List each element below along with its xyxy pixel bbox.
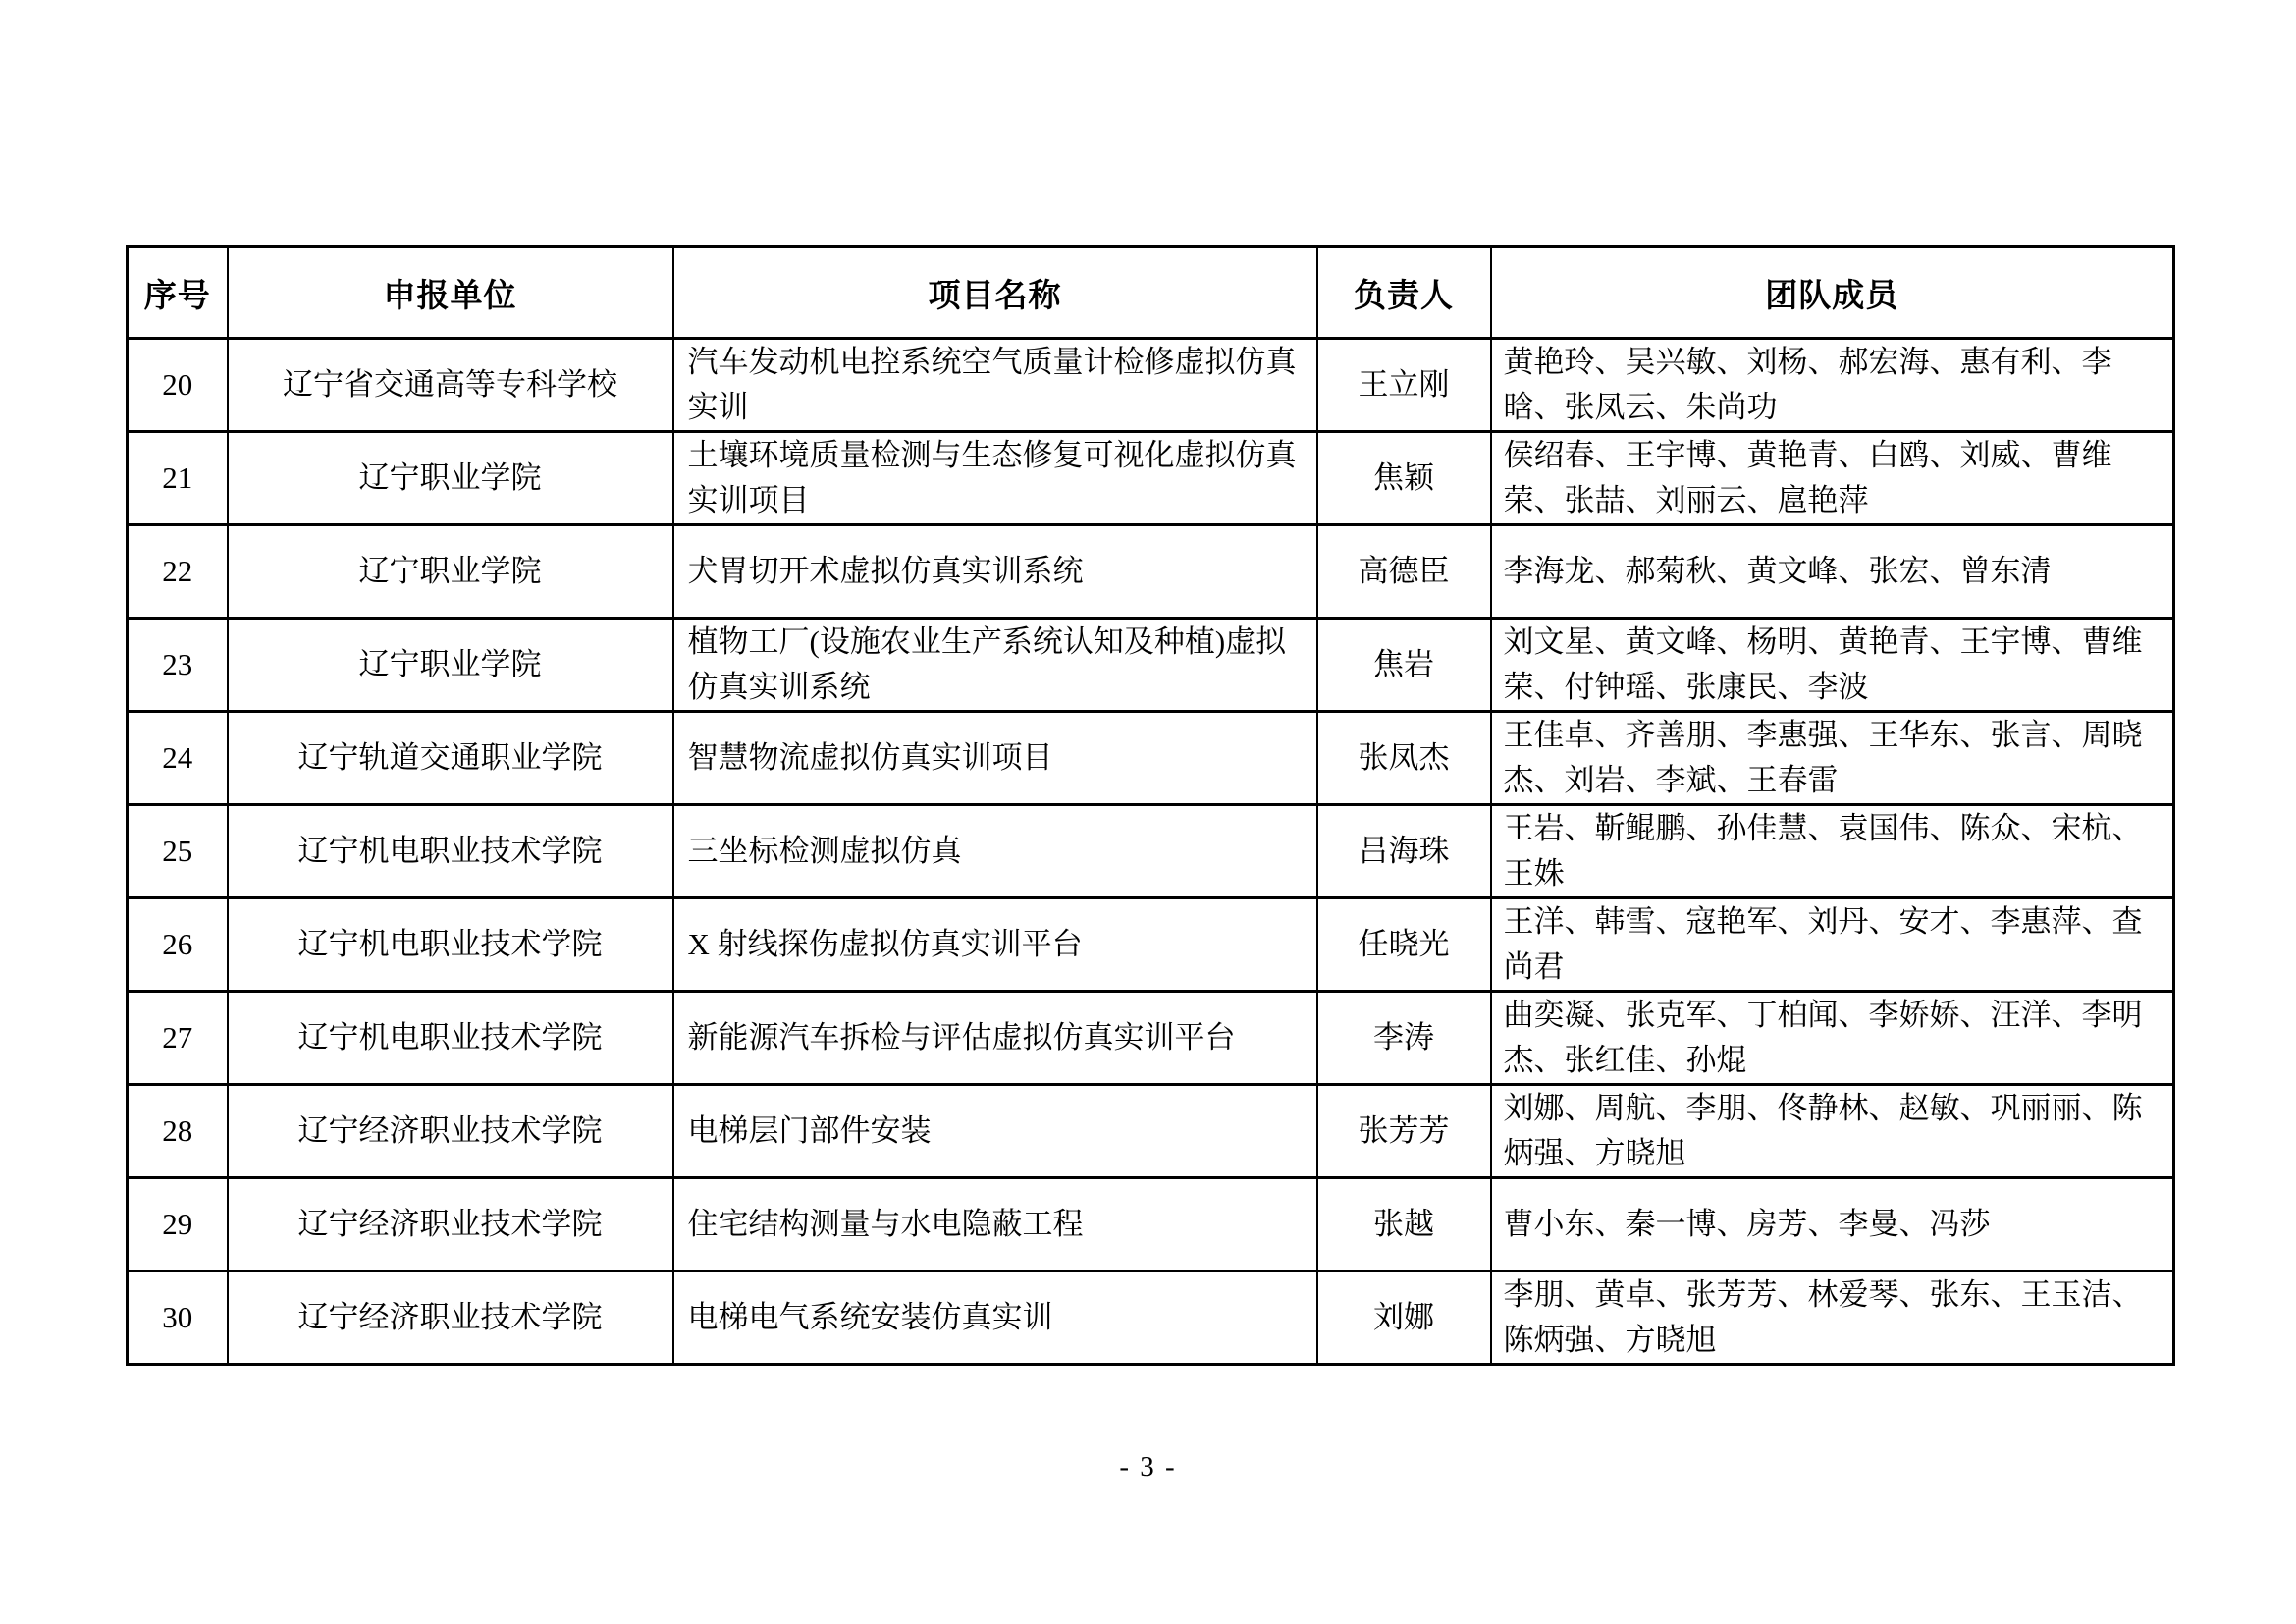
cell-applicant-unit: 辽宁经济职业技术学院 bbox=[228, 1085, 673, 1178]
cell-project-name: 植物工厂(设施农业生产系统认知及种植)虚拟仿真实训系统 bbox=[673, 619, 1317, 712]
table-row bbox=[128, 898, 2174, 992]
cell-leader: 高德臣 bbox=[1317, 525, 1491, 619]
cell-serial-number: 25 bbox=[128, 805, 228, 898]
cell-team-members: 李朋、黄卓、张芳芳、林爱琴、张东、王玉洁、陈炳强、方晓旭 bbox=[1491, 1272, 2174, 1365]
cell-leader: 张凤杰 bbox=[1317, 712, 1491, 805]
table-row bbox=[128, 1085, 2174, 1178]
cell-team-members: 王岩、靳鲲鹏、孙佳慧、袁国伟、陈众、宋杭、王姝 bbox=[1491, 805, 2174, 898]
cell-leader: 任晓光 bbox=[1317, 898, 1491, 992]
cell-applicant-unit: 辽宁经济职业技术学院 bbox=[228, 1272, 673, 1365]
cell-serial-number: 29 bbox=[128, 1178, 228, 1272]
header-applicant-unit: 申报单位 bbox=[228, 247, 673, 339]
cell-serial-number: 27 bbox=[128, 992, 228, 1085]
cell-project-name: 住宅结构测量与水电隐蔽工程 bbox=[673, 1178, 1317, 1272]
cell-project-name: 土壤环境质量检测与生态修复可视化虚拟仿真实训项目 bbox=[673, 432, 1317, 525]
cell-applicant-unit: 辽宁经济职业技术学院 bbox=[228, 1178, 673, 1272]
cell-leader: 焦岩 bbox=[1317, 619, 1491, 712]
table-row bbox=[128, 339, 2174, 432]
cell-team-members: 侯绍春、王宇博、黄艳青、白鸥、刘威、曹维荣、张喆、刘丽云、扈艳萍 bbox=[1491, 432, 2174, 525]
table-row bbox=[128, 805, 2174, 898]
cell-team-members: 曹小东、秦一博、房芳、李曼、冯莎 bbox=[1491, 1178, 2174, 1272]
cell-applicant-unit: 辽宁机电职业技术学院 bbox=[228, 805, 673, 898]
cell-leader: 张越 bbox=[1317, 1178, 1491, 1272]
cell-serial-number: 23 bbox=[128, 619, 228, 712]
cell-team-members: 王洋、韩雪、寇艳军、刘丹、安才、李惠萍、查尚君 bbox=[1491, 898, 2174, 992]
table-row bbox=[128, 1178, 2174, 1272]
cell-serial-number: 21 bbox=[128, 432, 228, 525]
cell-applicant-unit: 辽宁职业学院 bbox=[228, 525, 673, 619]
cell-applicant-unit: 辽宁省交通高等专科学校 bbox=[228, 339, 673, 432]
table-row bbox=[128, 619, 2174, 712]
cell-applicant-unit: 辽宁职业学院 bbox=[228, 619, 673, 712]
cell-team-members: 黄艳玲、吴兴敏、刘杨、郝宏海、惠有利、李晗、张凤云、朱尚功 bbox=[1491, 339, 2174, 432]
cell-serial-number: 20 bbox=[128, 339, 228, 432]
cell-leader: 张芳芳 bbox=[1317, 1085, 1491, 1178]
cell-project-name: X 射线探伤虚拟仿真实训平台 bbox=[673, 898, 1317, 992]
page-number: - 3 - bbox=[1119, 1451, 1177, 1483]
table-row bbox=[128, 992, 2174, 1085]
table-row bbox=[128, 1272, 2174, 1365]
header-team-members: 团队成员 bbox=[1491, 247, 2174, 339]
header-project-name: 项目名称 bbox=[673, 247, 1317, 339]
cell-leader: 李涛 bbox=[1317, 992, 1491, 1085]
cell-team-members: 李海龙、郝菊秋、黄文峰、张宏、曾东清 bbox=[1491, 525, 2174, 619]
cell-project-name: 汽车发动机电控系统空气质量计检修虚拟仿真实训 bbox=[673, 339, 1317, 432]
cell-serial-number: 28 bbox=[128, 1085, 228, 1178]
cell-serial-number: 22 bbox=[128, 525, 228, 619]
table-row bbox=[128, 432, 2174, 525]
cell-project-name: 电梯层门部件安装 bbox=[673, 1085, 1317, 1178]
cell-applicant-unit: 辽宁轨道交通职业学院 bbox=[228, 712, 673, 805]
cell-project-name: 犬胃切开术虚拟仿真实训系统 bbox=[673, 525, 1317, 619]
cell-serial-number: 30 bbox=[128, 1272, 228, 1365]
cell-team-members: 王佳卓、齐善朋、李惠强、王华东、张言、周晓杰、刘岩、李斌、王春雷 bbox=[1491, 712, 2174, 805]
cell-leader: 焦颖 bbox=[1317, 432, 1491, 525]
table-header bbox=[128, 247, 2174, 339]
table-row bbox=[128, 525, 2174, 619]
cell-serial-number: 26 bbox=[128, 898, 228, 992]
projects-table bbox=[126, 245, 2175, 1366]
cell-serial-number: 24 bbox=[128, 712, 228, 805]
cell-applicant-unit: 辽宁机电职业技术学院 bbox=[228, 992, 673, 1085]
cell-leader: 吕海珠 bbox=[1317, 805, 1491, 898]
cell-leader: 王立刚 bbox=[1317, 339, 1491, 432]
cell-project-name: 电梯电气系统安装仿真实训 bbox=[673, 1272, 1317, 1365]
cell-project-name: 智慧物流虚拟仿真实训项目 bbox=[673, 712, 1317, 805]
cell-team-members: 刘文星、黄文峰、杨明、黄艳青、王宇博、曹维荣、付钟瑶、张康民、李波 bbox=[1491, 619, 2174, 712]
cell-applicant-unit: 辽宁机电职业技术学院 bbox=[228, 898, 673, 992]
cell-project-name: 新能源汽车拆检与评估虚拟仿真实训平台 bbox=[673, 992, 1317, 1085]
header-leader: 负责人 bbox=[1317, 247, 1491, 339]
header-serial-number: 序号 bbox=[128, 247, 228, 339]
header-row bbox=[128, 247, 2174, 339]
table-row bbox=[128, 712, 2174, 805]
cell-team-members: 曲奕凝、张克军、丁柏闻、李娇娇、汪洋、李明杰、张红佳、孙焜 bbox=[1491, 992, 2174, 1085]
table-body bbox=[128, 339, 2174, 1365]
cell-team-members: 刘娜、周航、李朋、佟静林、赵敏、巩丽丽、陈炳强、方晓旭 bbox=[1491, 1085, 2174, 1178]
cell-leader: 刘娜 bbox=[1317, 1272, 1491, 1365]
cell-applicant-unit: 辽宁职业学院 bbox=[228, 432, 673, 525]
cell-project-name: 三坐标检测虚拟仿真 bbox=[673, 805, 1317, 898]
